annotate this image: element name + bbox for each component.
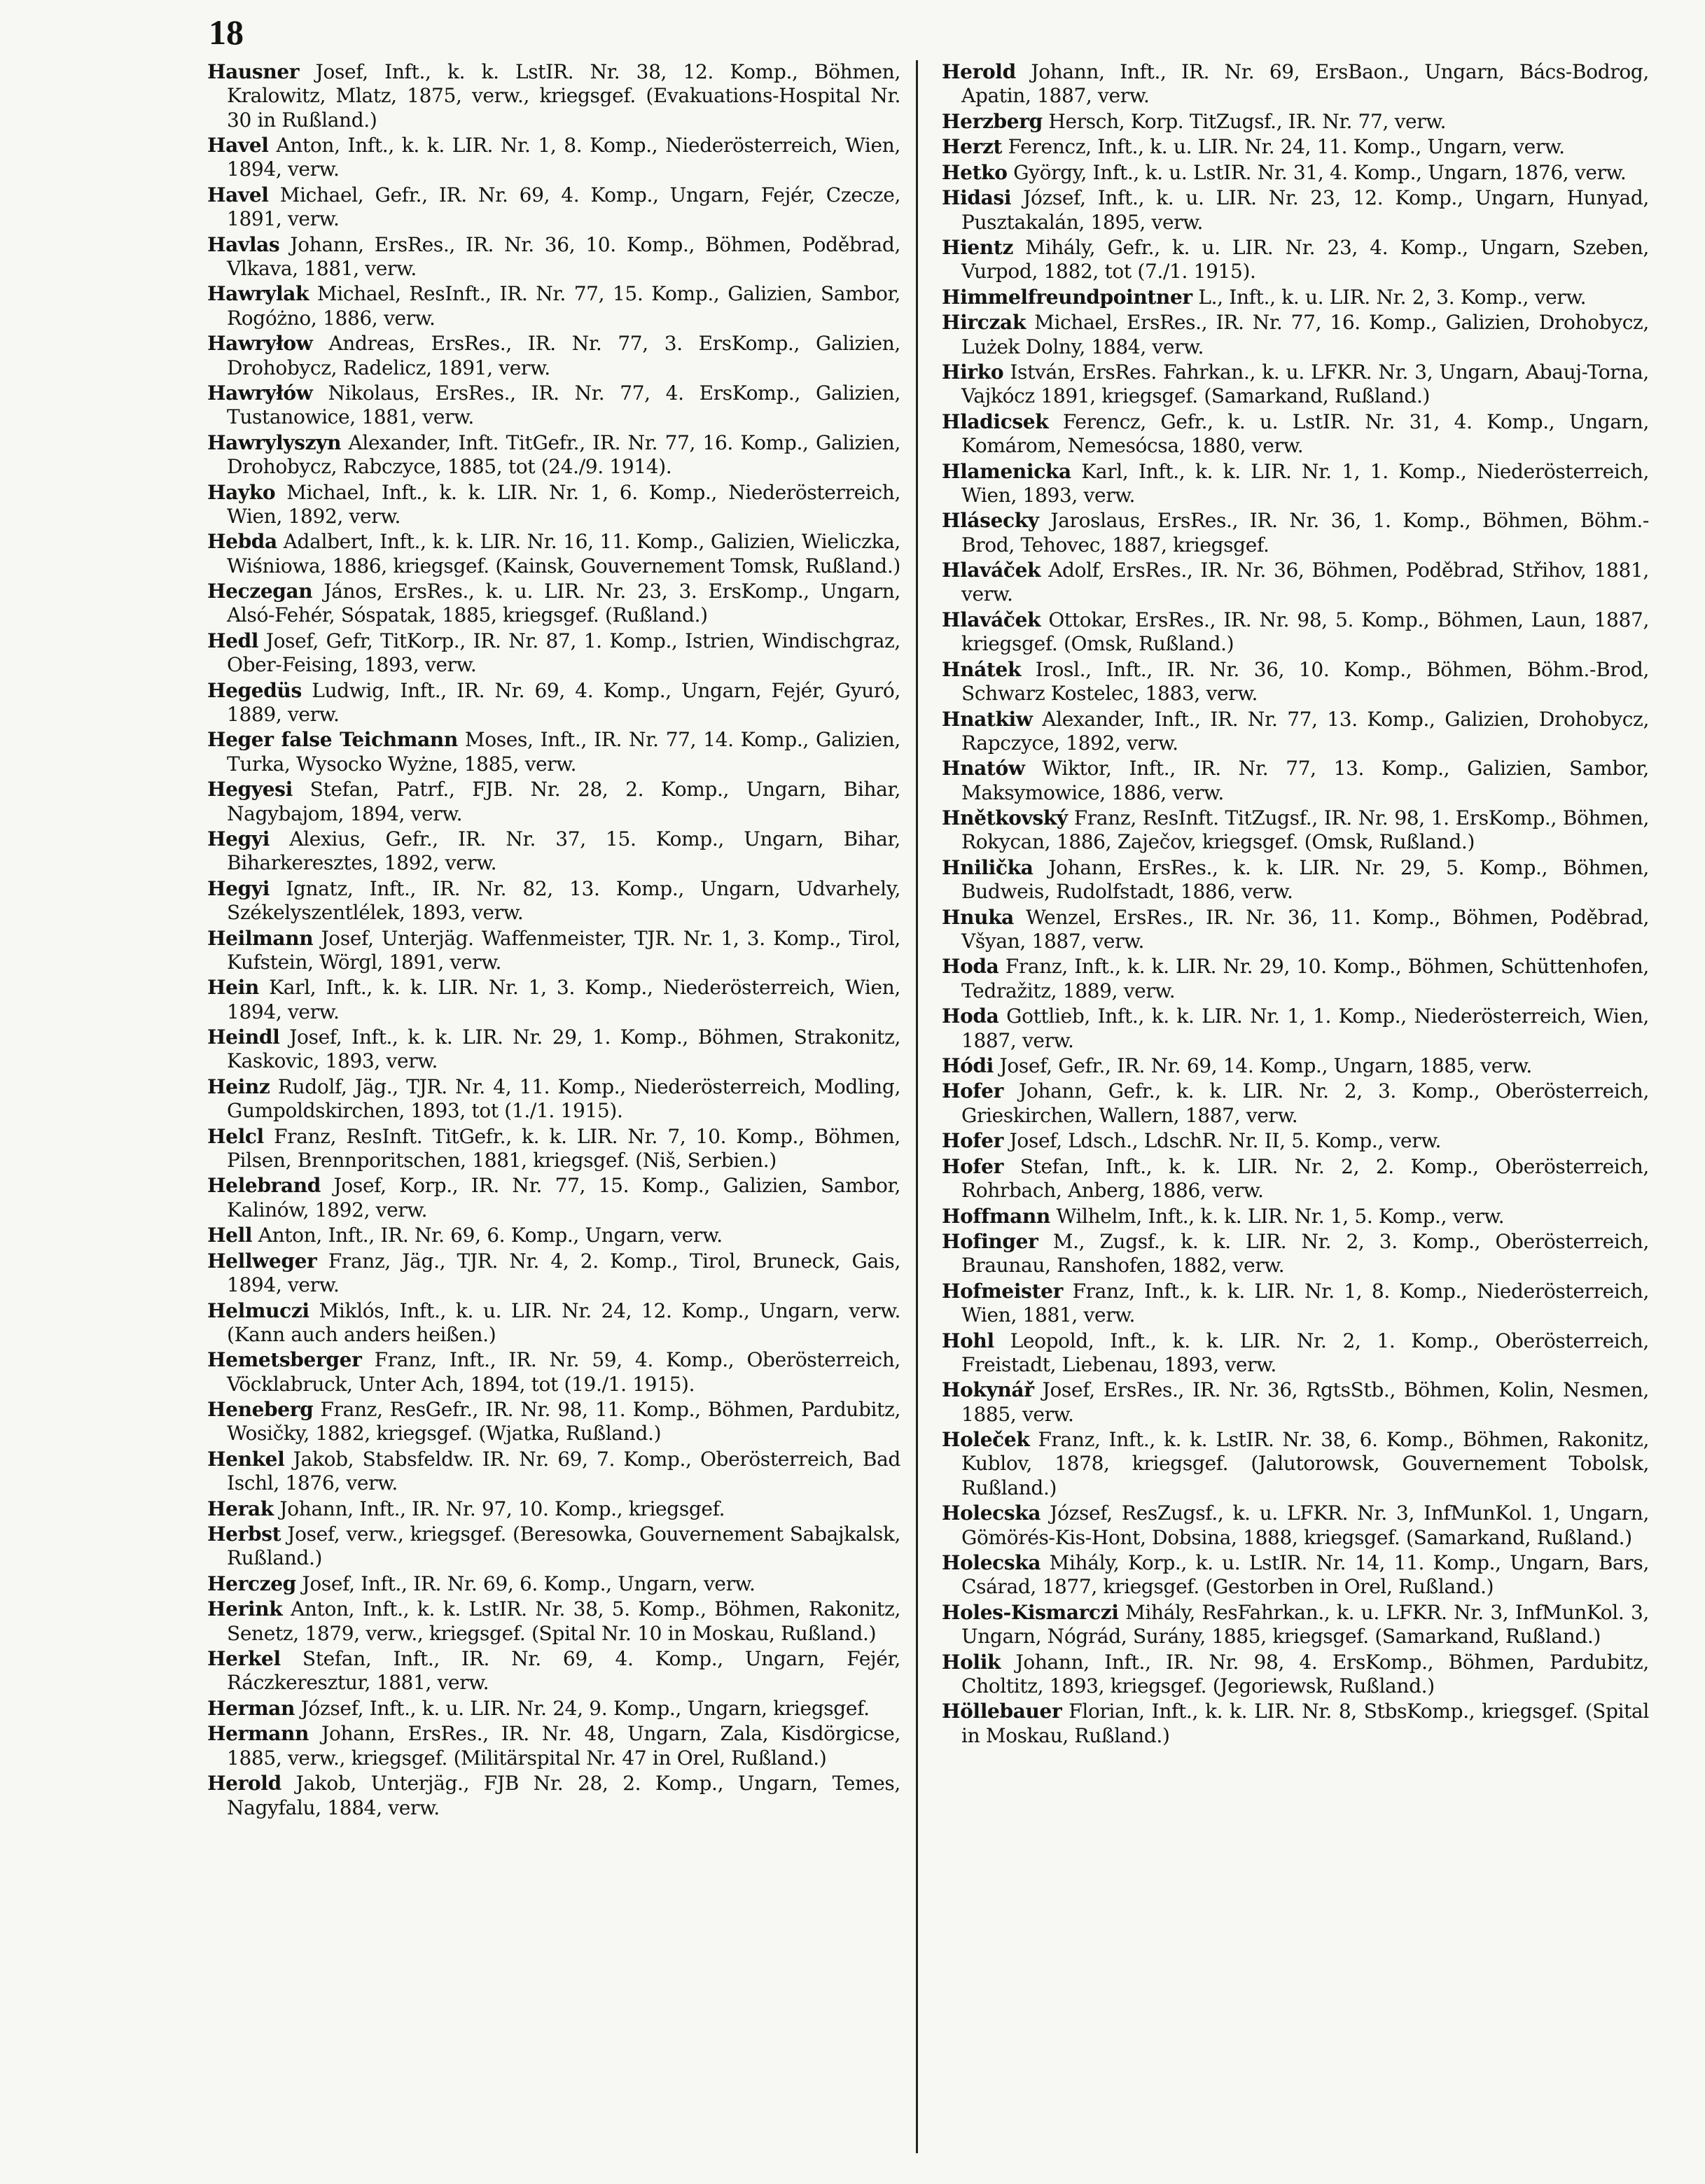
entry-surname: Himmelfreundpointner	[942, 285, 1192, 309]
entry-surname: Hegedüs	[207, 678, 302, 702]
entry-details: Ferencz, Inft., k. u. LIR. Nr. 24, 11. Komp., Ungarn, verw.	[1008, 135, 1565, 159]
entry-details: József, Inft., k. u. LIR. Nr. 23, 12. Komp., Ungarn, Hunyad, Pusztakalán, 1895, verw.	[961, 186, 1649, 234]
entry-surname: Heczegan	[207, 580, 313, 603]
entry-details: Josef, ErsRes., IR. Nr. 36, RgtsStb., Böhmen, Kolin, Nesmen, 1885, verw.	[961, 1378, 1649, 1426]
entry-surname: Hladicsek	[942, 410, 1049, 433]
entry-surname: Hnuka	[942, 905, 1014, 929]
entry-details: Josef, verw., kriegsgef. (Beresowka, Gouvernement Sabajkalsk, Rußland.)	[227, 1522, 900, 1570]
entry-surname: Hlamenicka	[942, 459, 1071, 483]
entry-surname: Hnátek	[942, 657, 1022, 681]
entry-details: Stefan, Patrf., FJB. Nr. 28, 2. Komp., Ungarn, Bihar, Nagybajom, 1894, verw.	[227, 778, 900, 825]
list-item	[207, 1026, 900, 1074]
list-item	[207, 778, 900, 826]
entry-surname: Herbst	[207, 1522, 281, 1546]
entry-details: Leopold, Inft., k. k. LIR. Nr. 2, 1. Komp., Oberösterreich, Freistadt, Liebenau, 1893, verw.	[961, 1329, 1649, 1376]
entry-surname: Holecska	[942, 1551, 1041, 1574]
entry-surname: Hofinger	[942, 1230, 1038, 1254]
entry-details: Franz, Inft., k. k. LstIR. Nr. 38, 6. Komp., Böhmen, Rakonitz, Kublov, 1878, kriegsgef. (Jalutorowsk, Gouvernement Tobolsk, Rußland.)	[961, 1428, 1650, 1499]
entry-details: Nikolaus, ErsRes., IR. Nr. 77, 4. ErsKomp., Galizien, Tustanowice, 1881, verw.	[227, 381, 900, 429]
entry-surname: Hirczak	[942, 311, 1026, 335]
list-item	[207, 233, 900, 281]
list-item	[942, 658, 1649, 706]
entry-surname: Herkel	[207, 1647, 281, 1671]
entry-details: Johann, ErsRes., IR. Nr. 36, 10. Komp., Böhmen, Poděbrad, Vlkava, 1881, verw.	[227, 232, 900, 280]
entry-surname: Holeček	[942, 1428, 1030, 1452]
entry-details: Adolf, ErsRes., IR. Nr. 36, Böhmen, Poděbrad, Střihov, 1881, verw.	[961, 559, 1649, 606]
entry-surname: Herman	[207, 1696, 295, 1720]
entry-details: Ludwig, Inft., IR. Nr. 69, 4. Komp., Ungarn, Fejér, Gyuró, 1889, verw.	[227, 678, 900, 726]
entry-details: Moses, Inft., IR. Nr. 77, 14. Komp., Galizien, Turka, Wysocko Wyżne, 1885, verw.	[227, 728, 900, 776]
entry-surname: Hegyi	[207, 827, 270, 851]
entry-details: Josef, Inft., k. k. LIR. Nr. 29, 1. Komp., Böhmen, Strakonitz, Kaskovic, 1893, verw.	[227, 1026, 900, 1073]
list-item	[207, 728, 900, 776]
list-item	[942, 161, 1649, 185]
entry-details: Johann, Gefr., k. k. LIR. Nr. 2, 3. Komp., Oberösterreich, Grieskirchen, Wallern, 1887, verw.	[961, 1079, 1649, 1127]
entry-details: Josef, Ldsch., LdschR. Nr. II, 5. Komp., verw.	[1009, 1129, 1442, 1153]
list-item	[942, 110, 1649, 134]
entry-surname: Hofer	[942, 1154, 1003, 1178]
page-number: 18	[209, 13, 244, 52]
list-item	[942, 1601, 1649, 1649]
entry-surname: Hoda	[942, 1004, 999, 1028]
entry-surname: Havel	[207, 183, 269, 206]
entry-surname: Hofer	[942, 1129, 1003, 1153]
entry-details: Karl, Inft., k. k. LIR. Nr. 1, 1. Komp., Niederösterreich, Wien, 1893, verw.	[961, 459, 1649, 507]
entry-surname: Höllebauer	[942, 1700, 1062, 1723]
entry-details: Franz, Inft., k. k. LIR. Nr. 29, 10. Komp., Böhmen, Schüttenhofen, Tedražitz, 1889, verw.	[961, 955, 1649, 1002]
entry-details: Johann, ErsRes., IR. Nr. 48, Ungarn, Zala, Kisdörgicse, 1885, verw., kriegsgef. (Militärspital Nr. 47 in Orel, Rußland.)	[227, 1722, 900, 1770]
entry-details: Franz, Inft., IR. Nr. 59, 4. Komp., Oberösterreich, Vöcklabruck, Unter Ach, 1894, tot (19./1. 1915).	[227, 1348, 900, 1396]
entry-details: Franz, ResInft. TitGefr., k. k. LIR. Nr. 7, 10. Komp., Böhmen, Pilsen, Brennporitschen, 1881, kriegsgef. (Niš, Serbien.)	[227, 1124, 900, 1172]
entry-details: Irosl., Inft., IR. Nr. 36, 10. Komp., Böhmen, Böhm.-Brod, Schwarz Kostelec, 1883, verw.	[961, 657, 1649, 706]
entry-details: Franz, ResGefr., IR. Nr. 98, 11. Komp., Böhmen, Pardubitz, Wosičky, 1882, kriegsgef. (Wjatka, Rußland.)	[227, 1398, 900, 1446]
entry-details: György, Inft., k. u. LstIR. Nr. 31, 4. Komp., Ungarn, 1876, verw.	[1013, 160, 1627, 184]
list-item	[207, 1250, 900, 1298]
entry-details: Michael, Gefr., IR. Nr. 69, 4. Komp., Ungarn, Fejér, Czecze, 1891, verw.	[227, 183, 900, 231]
column-divider	[916, 60, 918, 2153]
entry-details: Mihály, Korp., k. u. LstIR. Nr. 14, 11. Komp., Ungarn, Bars, Csárad, 1877, kriegsgef. (Gestorben in Orel, Rußland.)	[961, 1551, 1649, 1599]
list-item	[942, 559, 1649, 607]
entry-surname: Henkel	[207, 1447, 285, 1471]
left-column	[207, 60, 900, 1821]
entry-surname: Hnilička	[942, 855, 1034, 879]
entry-details: Michael, ResInft., IR. Nr. 77, 15. Komp., Galizien, Sambor, Rogóżno, 1886, verw.	[227, 282, 900, 330]
entry-surname: Hedl	[207, 629, 259, 652]
list-item	[942, 608, 1649, 657]
entry-details: Johann, Inft., IR. Nr. 97, 10. Komp., kriegsgef.	[279, 1497, 725, 1520]
entry-surname: Hofmeister	[942, 1279, 1064, 1303]
list-item	[207, 1497, 900, 1521]
list-item	[207, 1348, 900, 1396]
entry-surname: Hlásecky	[942, 509, 1039, 533]
entry-surname: Havlas	[207, 232, 280, 256]
entry-surname: Heinz	[207, 1074, 270, 1098]
entry-details: Franz, ResInft. TitZugsf., IR. Nr. 98, 1. ErsKomp., Böhmen, Rokycan, 1886, Zaječov, kriegsgef. (Omsk, Rußland.)	[961, 806, 1649, 854]
entry-details: Florian, Inft., k. k. LIR. Nr. 8, StbsKomp., kriegsgef. (Spital in Moskau, Rußland.)	[961, 1700, 1649, 1747]
entry-surname: Hódi	[942, 1054, 994, 1077]
list-item	[207, 60, 900, 132]
entry-surname: Hein	[207, 976, 259, 1000]
list-item	[942, 186, 1649, 234]
entry-details: Josef, Gefr, TitKorp., IR. Nr. 87, 1. Komp., Istrien, Windischgraz, Ober-Feising, 1893, verw.	[227, 629, 900, 677]
list-item	[942, 1551, 1649, 1600]
entry-details: János, ErsRes., k. u. LIR. Nr. 23, 3. ErsKomp., Ungarn, Alsó-Fehér, Sóspatak, 1885, kriegsgef. (Rußland.)	[227, 580, 900, 627]
list-item	[942, 1230, 1649, 1278]
list-item	[207, 481, 900, 529]
entry-details: Wenzel, ErsRes., IR. Nr. 36, 11. Komp., Böhmen, Poděbrad, Všyan, 1887, verw.	[961, 905, 1649, 953]
entry-surname: Hausner	[207, 60, 300, 83]
entry-details: Gottlieb, Inft., k. k. LIR. Nr. 1, 1. Komp., Niederösterreich, Wien, 1887, verw.	[961, 1004, 1649, 1052]
entry-surname: Hnětkovský	[942, 806, 1068, 830]
list-item	[942, 509, 1649, 557]
entry-details: Rudolf, Jäg., TJR. Nr. 4, 11. Komp., Niederösterreich, Modling, Gumpoldskirchen, 1893, tot (1./1. 1915).	[227, 1074, 900, 1123]
entry-surname: Herczeg	[207, 1572, 296, 1595]
entry-surname: Heindl	[207, 1026, 280, 1049]
entry-surname: Heger false Teichmann	[207, 728, 458, 752]
entry-surname: Havel	[207, 134, 269, 158]
list-item	[207, 134, 900, 182]
entry-details: Josef, Unterjäg. Waffenmeister, TJR. Nr. 1, 3. Komp., Tirol, Kufstein, Wörgl, 1891, verw.	[227, 926, 900, 974]
list-item	[942, 286, 1649, 309]
list-item	[942, 708, 1649, 756]
entry-details: Franz, Jäg., TJR. Nr. 4, 2. Komp., Tirol, Bruneck, Gais, 1894, verw.	[227, 1249, 900, 1297]
entry-details: Stefan, Inft., k. k. LIR. Nr. 2, 2. Komp., Oberösterreich, Rohrbach, Anberg, 1886, verw.	[961, 1154, 1649, 1203]
entry-details: Hersch, Korp. TitZugsf., IR. Nr. 77, verw.	[1048, 109, 1447, 133]
list-item	[942, 906, 1649, 954]
entry-details: István, ErsRes. Fahrkan., k. u. LFKR. Nr. 3, Ungarn, Abauj-Torna, Vajkócz 1891, kriegsgef. (Samarkand, Rußland.)	[961, 360, 1649, 408]
entry-details: L., Inft., k. u. LIR. Nr. 2, 3. Komp., verw.	[1198, 285, 1587, 309]
entry-surname: Heneberg	[207, 1398, 314, 1422]
entry-details: Michael, Inft., k. k. LIR. Nr. 1, 6. Komp., Niederösterreich, Wien, 1892, verw.	[227, 480, 900, 528]
entry-surname: Hermann	[207, 1722, 309, 1746]
list-item	[942, 757, 1649, 805]
entry-surname: Hlaváček	[942, 559, 1041, 582]
list-item	[942, 460, 1649, 508]
list-item	[942, 410, 1649, 458]
entry-surname: Hawrylyszyn	[207, 430, 342, 454]
list-item	[942, 1129, 1649, 1153]
list-item	[207, 580, 900, 628]
entry-surname: Hohl	[942, 1329, 994, 1352]
list-item	[207, 1299, 900, 1348]
list-item	[942, 360, 1649, 409]
list-item	[942, 806, 1649, 855]
list-item	[207, 827, 900, 876]
list-item	[207, 183, 900, 232]
list-item	[942, 955, 1649, 1003]
entry-surname: Hnatkiw	[942, 707, 1033, 731]
list-item	[942, 1378, 1649, 1427]
list-item	[207, 1075, 900, 1124]
entry-surname: Hebda	[207, 530, 277, 554]
entry-details: Adalbert, Inft., k. k. LIR. Nr. 16, 11. Komp., Galizien, Wieliczka, Wiśniowa, 1886, kriegsgef. (Kainsk, Gouvernement Tomsk, Rußland.)	[227, 530, 900, 578]
list-item	[207, 1522, 900, 1571]
list-item	[207, 1224, 900, 1247]
entry-surname: Hofer	[942, 1079, 1003, 1103]
entry-details: Johann, Inft., IR. Nr. 69, ErsBaon., Ungarn, Bács-Bodrog, Apatin, 1887, verw.	[961, 60, 1649, 108]
list-item	[942, 1054, 1649, 1078]
entry-details: Franz, Inft., k. k. LIR. Nr. 1, 8. Komp., Niederösterreich, Wien, 1881, verw.	[961, 1279, 1649, 1327]
entry-surname: Holik	[942, 1650, 1001, 1674]
entry-surname: Hegyesi	[207, 778, 293, 802]
entry-details: Jakob, Unterjäg., FJB Nr. 28, 2. Komp., Ungarn, Temes, Nagyfalu, 1884, verw.	[227, 1772, 900, 1819]
entry-details: Stefan, Inft., IR. Nr. 69, 4. Komp., Ungarn, Fejér, Ráczkeresztur, 1881, verw.	[227, 1647, 900, 1695]
entry-details: M., Zugsf., k. k. LIR. Nr. 2, 3. Komp., Oberösterreich, Braunau, Ranshofen, 1882, verw.	[961, 1230, 1649, 1278]
entry-surname: Hemetsberger	[207, 1348, 362, 1372]
entry-surname: Hawryłów	[207, 381, 313, 405]
entry-details: Josef, Inft., k. k. LstIR. Nr. 38, 12. Komp., Böhmen, Kralowitz, Mlatz, 1875, verw., kriegsgef. (Evakuations-Hospital Nr. 30 in Rußland.)	[227, 60, 900, 132]
list-item	[207, 1448, 900, 1496]
entry-details: Ignatz, Inft., IR. Nr. 82, 13. Komp., Ungarn, Udvarhely, Székelyszentlélek, 1893, verw.	[227, 876, 900, 925]
list-item	[942, 1004, 1649, 1053]
list-item	[207, 927, 900, 975]
entry-details: Karl, Inft., k. k. LIR. Nr. 1, 3. Komp., Niederösterreich, Wien, 1894, verw.	[227, 976, 900, 1023]
entry-details: Andreas, ErsRes., IR. Nr. 77, 3. ErsKomp., Galizien, Drohobycz, Radelicz, 1891, verw.	[227, 332, 900, 379]
list-item	[207, 1398, 900, 1446]
entry-surname: Hayko	[207, 480, 276, 504]
entry-surname: Hidasi	[942, 186, 1012, 210]
list-item	[207, 1125, 900, 1173]
list-item	[942, 1155, 1649, 1203]
entry-details: Michael, ErsRes., IR. Nr. 77, 16. Komp., Galizien, Drohobycz, Lużek Dolny, 1884, verw.	[961, 311, 1649, 358]
list-item	[207, 877, 900, 925]
entry-surname: Hientz	[942, 236, 1013, 260]
entry-surname: Helmuczi	[207, 1298, 309, 1322]
list-item	[207, 1572, 900, 1596]
entry-surname: Heilmann	[207, 926, 314, 950]
list-item	[942, 1205, 1649, 1228]
entry-surname: Herold	[942, 60, 1016, 83]
entry-details: Alexander, Inft., IR. Nr. 77, 13. Komp., Galizien, Drohobycz, Rapczyce, 1892, verw.	[961, 707, 1649, 755]
entry-details: Mihály, ResFahrkan., k. u. LFKR. Nr. 3, InfMunKol. 3, Ungarn, Nógrád, Surány, 1885, kriegsgef. (Samarkand, Rußland.)	[961, 1600, 1649, 1648]
list-item	[942, 1428, 1649, 1500]
list-item	[207, 629, 900, 678]
entry-details: Miklós, Inft., k. u. LIR. Nr. 24, 12. Komp., Ungarn, verw. (Kann auch anders heißen.)	[227, 1298, 900, 1346]
entry-surname: Hawrylak	[207, 282, 309, 306]
entry-details: Josef, Inft., IR. Nr. 69, 6. Komp., Ungarn, verw.	[302, 1572, 756, 1595]
entry-surname: Holecska	[942, 1502, 1041, 1525]
entry-details: Wiktor, Inft., IR. Nr. 77, 13. Komp., Galizien, Sambor, Maksymowice, 1886, verw.	[961, 757, 1649, 804]
entry-details: József, Inft., k. u. LIR. Nr. 24, 9. Komp., Ungarn, kriegsgef.	[300, 1696, 870, 1720]
entry-details: Ottokar, ErsRes., IR. Nr. 98, 5. Komp., Böhmen, Laun, 1887, kriegsgef. (Omsk, Rußland.)	[961, 608, 1649, 656]
entry-surname: Hokynář	[942, 1378, 1034, 1402]
list-item	[942, 236, 1649, 284]
list-item	[207, 679, 900, 727]
list-item	[942, 1651, 1649, 1699]
list-item	[942, 1280, 1649, 1328]
entry-details: Johann, Inft., IR. Nr. 98, 4. ErsKomp., Böhmen, Pardubitz, Choltitz, 1893, kriegsgef. (Jegoriewsk, Rußland.)	[961, 1650, 1649, 1698]
list-item	[942, 1502, 1649, 1550]
list-item	[942, 60, 1649, 108]
list-item	[207, 976, 900, 1024]
entry-surname: Helcl	[207, 1124, 264, 1148]
list-item	[207, 1174, 900, 1222]
entry-details: Jakob, Stabsfeldw. IR. Nr. 69, 7. Komp., Oberösterreich, Bad Ischl, 1876, verw.	[227, 1447, 900, 1495]
entry-details: Johann, ErsRes., k. k. LIR. Nr. 29, 5. Komp., Böhmen, Budweis, Rudolfstadt, 1886, verw.	[961, 855, 1649, 904]
entry-details: Anton, Inft., k. k. LIR. Nr. 1, 8. Komp., Niederösterreich, Wien, 1894, verw.	[227, 134, 900, 181]
entry-surname: Hell	[207, 1224, 253, 1247]
entry-surname: Holes-Kismarczi	[942, 1600, 1119, 1624]
entry-surname: Hellweger	[207, 1249, 317, 1273]
entry-surname: Helebrand	[207, 1174, 321, 1198]
entry-surname: Hetko	[942, 160, 1008, 184]
entry-details: Ferencz, Gefr., k. u. LstIR. Nr. 31, 4. Komp., Ungarn, Komárom, Nemesócsa, 1880, verw.	[961, 410, 1650, 458]
entry-surname: Herold	[207, 1772, 281, 1795]
list-item	[207, 1722, 900, 1770]
entry-details: Jaroslaus, ErsRes., IR. Nr. 36, 1. Komp., Böhmen, Böhm.-Brod, Tehovec, 1887, kriegsgef.	[961, 509, 1649, 556]
entry-surname: Herzt	[942, 135, 1003, 159]
list-item	[942, 856, 1649, 904]
entry-surname: Hirko	[942, 360, 1004, 384]
entry-surname: Hegyi	[207, 876, 270, 900]
list-item	[942, 135, 1649, 159]
entry-surname: Hoda	[942, 955, 999, 979]
entry-details: Mihály, Gefr., k. u. LIR. Nr. 23, 4. Komp., Ungarn, Szeben, Vurpod, 1882, tot (7./1. 1915).	[961, 236, 1649, 284]
entry-surname: Herink	[207, 1597, 283, 1621]
list-item	[207, 1772, 900, 1820]
list-item	[207, 332, 900, 380]
list-item	[942, 1079, 1649, 1128]
entry-details: Alexander, Inft. TitGefr., IR. Nr. 77, 16. Komp., Galizien, Drohobycz, Rabczyce, 1885, tot (24./9. 1914).	[227, 430, 900, 479]
entry-details: Anton, Inft., k. k. LstIR. Nr. 38, 5. Komp., Böhmen, Rakonitz, Senetz, 1879, verw., kriegsgef. (Spital Nr. 10 in Moskau, Rußland.)	[227, 1597, 900, 1645]
list-item	[942, 1329, 1649, 1378]
right-column	[942, 60, 1649, 1749]
entry-details: Josef, Korp., IR. Nr. 77, 15. Komp., Galizien, Sambor, Kalinów, 1892, verw.	[227, 1174, 900, 1222]
entry-surname: Herak	[207, 1497, 274, 1520]
list-item	[942, 1700, 1649, 1748]
list-item	[207, 1697, 900, 1721]
entry-surname: Hlaváček	[942, 608, 1041, 631]
list-item	[207, 282, 900, 330]
list-item	[942, 311, 1649, 359]
entry-surname: Herzberg	[942, 109, 1043, 133]
list-item	[207, 530, 900, 578]
list-item	[207, 431, 900, 479]
list-item	[207, 1597, 900, 1646]
entry-details: Josef, Gefr., IR. Nr. 69, 14. Komp., Ungarn, 1885, verw.	[999, 1054, 1532, 1077]
entry-surname: Hoffmann	[942, 1204, 1050, 1228]
entry-details: Wilhelm, Inft., k. k. LIR. Nr. 1, 5. Komp., verw.	[1056, 1204, 1505, 1228]
entry-details: Alexius, Gefr., IR. Nr. 37, 15. Komp., Ungarn, Bihar, Biharkeresztes, 1892, verw.	[227, 827, 900, 875]
entry-surname: Hawryłow	[207, 332, 313, 356]
entry-surname: Hnatów	[942, 757, 1025, 780]
entry-details: Anton, Inft., IR. Nr. 69, 6. Komp., Ungarn, verw.	[258, 1224, 723, 1247]
list-item	[207, 1647, 900, 1695]
entry-details: József, ResZugsf., k. u. LFKR. Nr. 3, InfMunKol. 1, Ungarn, Gömörés-Kis-Hont, Dobsina, 1888, kriegsgef. (Samarkand, Rußland.)	[961, 1502, 1649, 1549]
list-item	[207, 382, 900, 430]
